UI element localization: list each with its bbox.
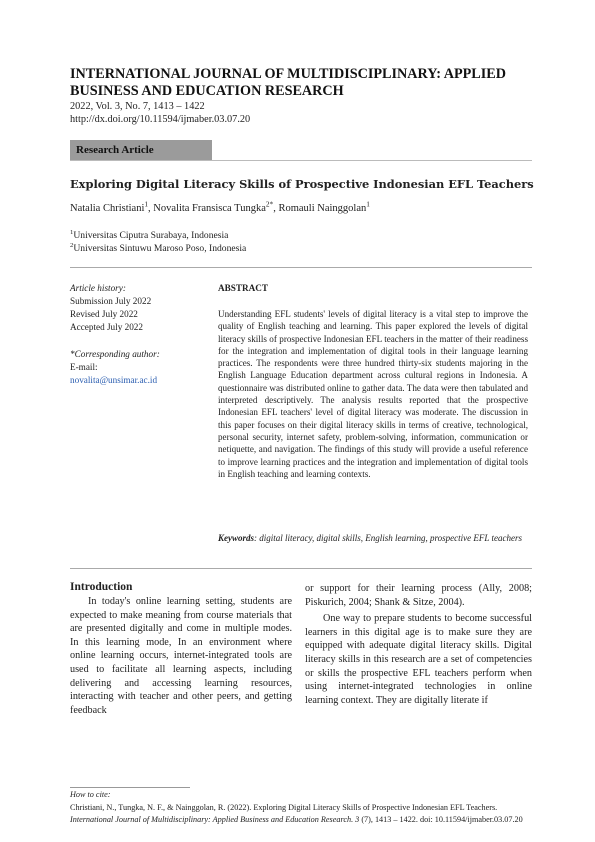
keywords [218, 532, 530, 544]
author-separator: , [148, 203, 154, 214]
article-type-divider [70, 160, 532, 161]
journal-title-line2: BUSINESS AND EDUCATION RESEARCH [70, 83, 344, 99]
email-label: E-mail: [70, 362, 98, 372]
body-paragraph: In today's online learning setting, students are expected to make meaning from course materials that are presented digitally and come in multiple modes. In this learning mode, In an environment where online learning occurs, internet-integrated tools are used to facilitate all learning aspects, including delivering and accessing learning resources, interacting with teacher and other peers, and getting feedback [70, 596, 292, 716]
author-list [70, 199, 370, 214]
email-link[interactable]: novalita@unsimar.ac.id [70, 375, 158, 385]
journal-title-line1: INTERNATIONAL JOURNAL OF MULTIDISCIPLINARY: APPLIED [70, 66, 506, 82]
citation-journal: International Journal of Multidisciplinary: Applied Business and Education Research. 3 [70, 815, 360, 824]
keywords-text: : digital literacy, digital skills, English learning, prospective EFL teachers [254, 533, 522, 543]
author-name: Romauli Nainggolan [278, 203, 367, 214]
author-name: Natalia Christiani [70, 203, 145, 214]
author-affiliation-mark: 1 [144, 199, 149, 209]
citation-details: (7), 1413 – 1422. doi: 10.11594/ijmaber.03.07.20 [359, 815, 523, 824]
introduction-heading: Introduction [70, 581, 133, 593]
keywords-label: Keywords [218, 533, 254, 543]
citation-authors: Christiani, N., Tungka, N. F., & Nainggolan, R. (2022). Exploring Digital Literacy Skills of Prospective Indonesian EFL Teachers. [70, 803, 498, 812]
section-divider [70, 267, 532, 268]
affiliation [70, 230, 228, 241]
corresponding-author-label: *Corresponding author: [70, 349, 160, 359]
affiliation-text: Universitas Ciputra Surabaya, Indonesia [73, 230, 229, 241]
article-type-label: Research Article [76, 144, 154, 156]
author-name: Novalita Fransisca Tungka [153, 203, 266, 214]
abstract-text: Understanding EFL students' levels of digital literacy is a vital step to improve the quality of English teaching and learning. This paper explored the levels of digital literacy skills of prospective Indonesian EFL teachers in the matter of their readiness for the integration and implementation of digital tools in their language learning practices. The respondents were three hundred thirty-six students majoring in the English Language Education department across cultural regions in Indonesia. A questionnaire was distributed online to gather data. The data were then tabulated and interpreted descriptively. The analysis results reported that the prospective Indonesian EFL teachers' level of digital literacy was moderate. The discussion in this paper focuses on their digital literacy skills in terms of creative, technological, personal security, internet safety, problem-solving, information, communication or netiquette, and navigation. The findings of this study will provide a useful reference to improve learning practices and the integration and implementation of digital tools in English teaching and learning contexts. [218, 309, 528, 479]
body-column-2 [305, 582, 532, 707]
submission-date: Submission July 2022 [70, 296, 152, 306]
author-affiliation-mark: 1 [366, 199, 370, 209]
affiliation-text: Universitas Sintuwu Maroso Poso, Indonesia [73, 243, 247, 254]
citation-text [70, 802, 532, 826]
body-paragraph: or support for their learning process (Ally, 2008; Piskurich, 2004; Shank & Sitze, 2004). [305, 583, 532, 608]
section-divider [70, 568, 532, 569]
author-affiliation-mark: 2* [265, 199, 274, 209]
how-to-cite-label: How to cite: [70, 790, 111, 799]
revised-date: Revised July 2022 [70, 309, 138, 319]
affiliation-mark: 2 [70, 241, 74, 249]
volume-info: 2022, Vol. 3, No. 7, 1413 – 1422 [70, 101, 205, 112]
article-history-label: Article history: [70, 283, 126, 293]
journal-title [70, 66, 540, 100]
affiliation [70, 243, 246, 254]
body-paragraph: One way to prepare students to become successful learners in this digital age is to make sure they are equipped with adequate digital literacy skills. Digital literacy skills in this research are a set of competencies or skills the prospective EFL teachers perform when using internet-integrated technologies in online learning context. They are digitally literate if [305, 613, 532, 706]
footnote-divider [70, 787, 190, 788]
abstract-heading: ABSTRACT [218, 283, 269, 293]
affiliation-mark: 1 [70, 228, 74, 236]
doi-link[interactable]: http://dx.doi.org/10.11594/ijmaber.03.07.20 [70, 114, 251, 125]
author-separator: , [273, 203, 279, 214]
accepted-date: Accepted July 2022 [70, 322, 143, 332]
article-title: Exploring Digital Literacy Skills of Prospective Indonesian EFL Teachers [70, 177, 534, 191]
